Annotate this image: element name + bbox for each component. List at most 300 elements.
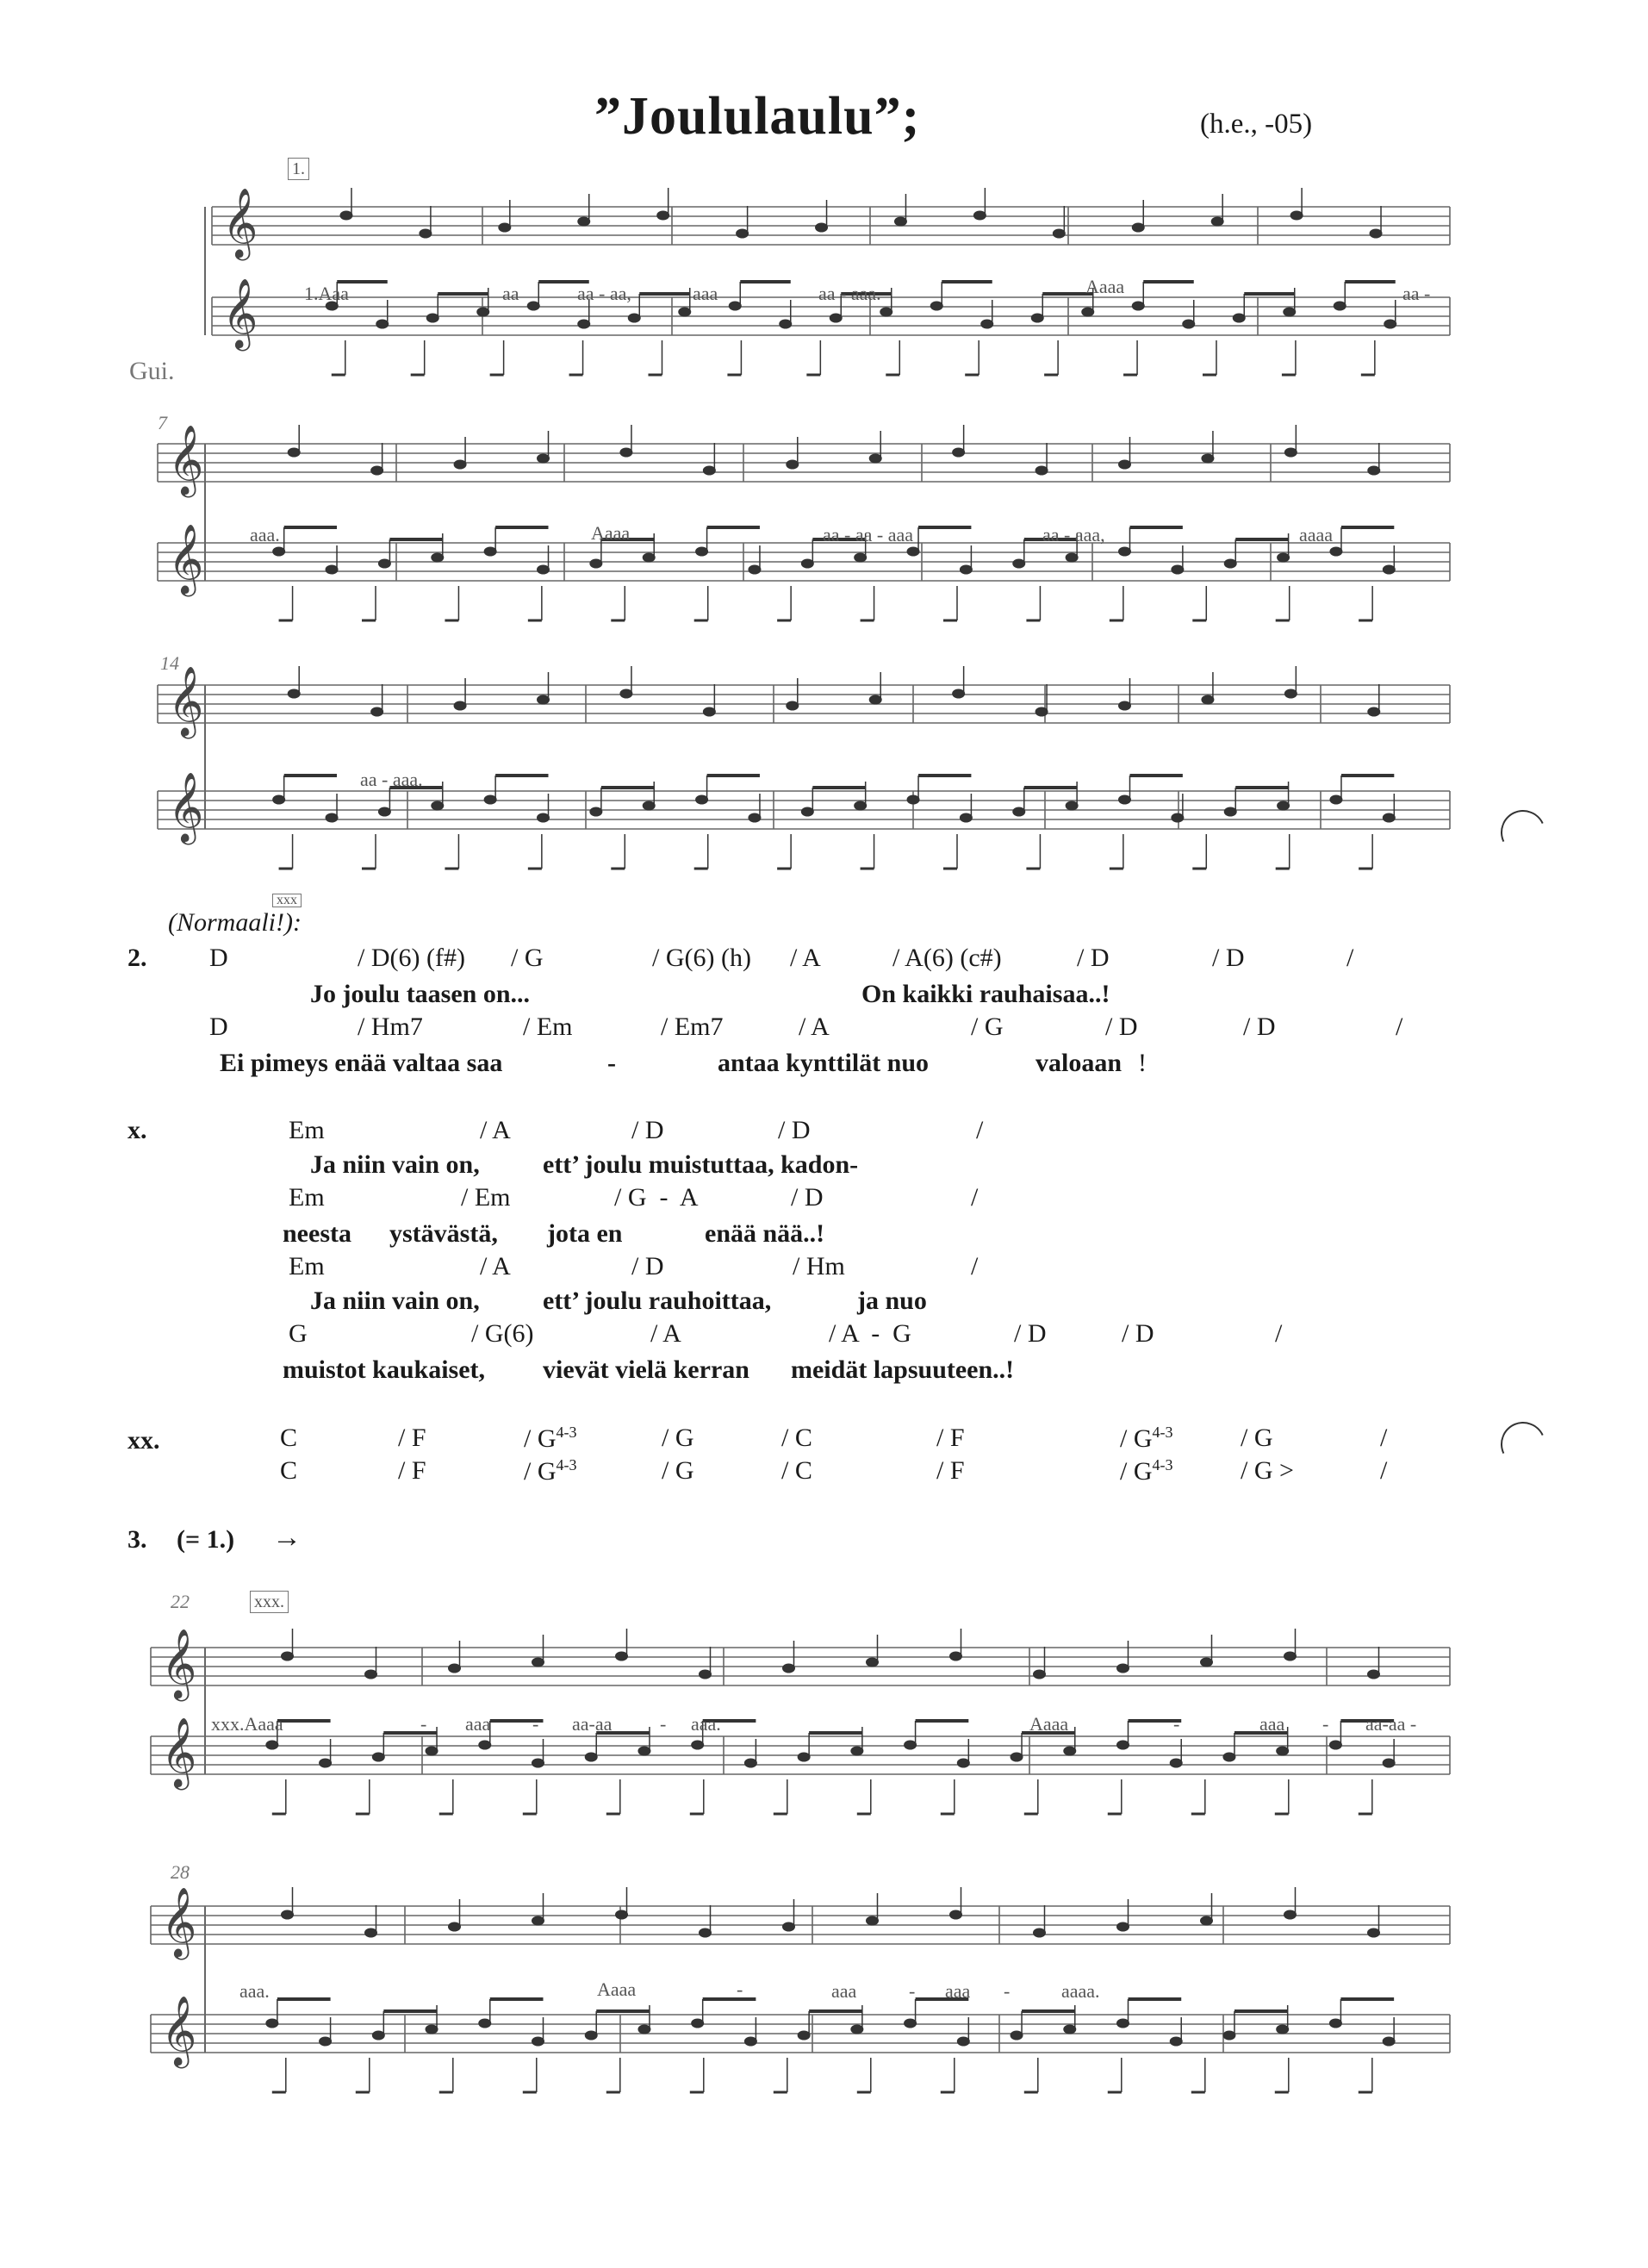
note-head (801, 559, 813, 568)
note-head (420, 229, 432, 238)
note-head (700, 1670, 712, 1679)
note-head (1368, 1670, 1380, 1679)
chord: / G(6) (471, 1319, 534, 1348)
chord: / A (790, 944, 821, 972)
treble-clef-icon: 𝄞 (161, 1628, 197, 1698)
note-head (628, 314, 640, 322)
note-head (1034, 1928, 1046, 1937)
measure-number-7: 7 (158, 412, 167, 433)
lyric-syllable: aaa. (239, 1980, 270, 2002)
note-head (1383, 1759, 1395, 1767)
note-head (585, 2031, 597, 2040)
chord: / A (480, 1116, 511, 1144)
note-head (905, 1741, 917, 1749)
note-head (950, 1652, 962, 1660)
lyric-line: Ja niin vain on, (310, 1150, 480, 1179)
chord: Em (289, 1116, 325, 1144)
cut-section-box: xxx (272, 894, 302, 907)
lyric-syllable: aa-aa - (1365, 1713, 1417, 1735)
note-head (1290, 211, 1303, 220)
lyric-line: neesta (283, 1219, 351, 1248)
note-head (1119, 701, 1131, 710)
note-head (266, 1741, 278, 1749)
note-head (816, 223, 828, 232)
note-head (432, 801, 444, 810)
note-head (1370, 229, 1382, 238)
lyric-line: ett’ joulu muistuttaa, kadon- (543, 1150, 859, 1179)
chord: / (1380, 1424, 1388, 1452)
chord: / D (1077, 944, 1110, 972)
chord: / Em7 (661, 1012, 724, 1041)
note-head (1172, 565, 1184, 574)
note-head (973, 211, 986, 220)
measure-number-14: 14 (160, 652, 179, 674)
lyric-line: muistot kaukaiset, (283, 1355, 486, 1384)
note-head (905, 2019, 917, 2028)
note-head (1202, 454, 1214, 463)
note-head (282, 1652, 294, 1660)
lyric-syllable: aaa (693, 283, 718, 304)
note-head (1035, 707, 1048, 716)
lyric-syllable: aa - aa, (577, 283, 631, 304)
note-head (538, 454, 550, 463)
section-box-xxx: xxx. (250, 1591, 289, 1613)
note-head (1013, 559, 1025, 568)
note-head (787, 701, 799, 710)
note-head (643, 553, 655, 562)
note-head (960, 565, 972, 574)
note-head (638, 2025, 650, 2034)
note-head (1202, 695, 1214, 704)
note-head (737, 229, 749, 238)
treble-clef-icon: 𝄞 (222, 277, 258, 348)
note-head (1117, 1741, 1129, 1749)
note-head (620, 448, 632, 457)
note-head (744, 2037, 756, 2046)
note-head (953, 448, 965, 457)
note-head (449, 1664, 461, 1673)
note-head (1053, 229, 1065, 238)
lyric-syllable: aa - aa - aaa (823, 524, 914, 545)
note-head (590, 559, 602, 568)
note-head (907, 795, 919, 804)
treble-clef-icon: 𝄞 (161, 1717, 197, 1787)
note-head (479, 2019, 491, 2028)
chord: / F (398, 1456, 426, 1485)
note-head (1211, 217, 1223, 226)
note-head (851, 2025, 863, 2034)
note-head (787, 460, 799, 469)
treble-clef-icon: 𝄞 (161, 1995, 197, 2066)
chord: / G (1241, 1424, 1273, 1452)
note-head (1117, 2019, 1129, 2028)
lyric-line: antaa kynttilät nuo (718, 1049, 930, 1077)
note-head (953, 689, 965, 698)
note-head (801, 807, 813, 816)
note-head (372, 2031, 384, 2040)
note-head (1334, 302, 1346, 310)
lyric-line: ett’ joulu rauhoittaa, (543, 1287, 772, 1315)
chord: / (976, 1116, 984, 1144)
lyric-syllable: aaaa (1299, 524, 1334, 545)
chorus-label: x. (127, 1116, 147, 1144)
note-head (454, 460, 466, 469)
chord: / A (480, 1252, 511, 1280)
chord: / Hm7 (358, 1012, 423, 1041)
chord: / C (781, 1424, 812, 1452)
chord: Em (289, 1183, 325, 1212)
note-head (426, 2025, 438, 2034)
chord: / D (1122, 1319, 1154, 1348)
note-head (1284, 1910, 1297, 1919)
lyric-syllable: - (420, 1713, 427, 1735)
lyric-syllable: - (1004, 1980, 1011, 2002)
lyric-syllable: aa - aaa. (360, 769, 423, 790)
chord: / D (778, 1116, 811, 1144)
chord: / (1396, 1012, 1403, 1041)
note-head (1224, 559, 1236, 568)
note-head (703, 707, 715, 716)
chord: / G (662, 1424, 694, 1452)
note-head (479, 1741, 491, 1749)
note-head (643, 801, 655, 810)
note-head (869, 454, 881, 463)
chord: / F (936, 1424, 965, 1452)
note-head (532, 2037, 544, 2046)
treble-clef-icon: 𝄞 (161, 1886, 197, 1957)
note-head (273, 795, 285, 804)
chord: / G(6) (h) (652, 944, 751, 972)
chord: / (971, 1183, 979, 1212)
treble-clef-icon: 𝄞 (168, 771, 204, 842)
note-head (616, 1910, 628, 1919)
note-head (578, 320, 590, 328)
note-head (1172, 813, 1184, 822)
note-head (1277, 1747, 1289, 1755)
note-head (957, 2037, 969, 2046)
lyric-syllable: aa - (1402, 283, 1431, 304)
note-head (1368, 466, 1380, 475)
note-head (266, 2019, 278, 2028)
lyric-syllable: Aaaa (597, 1978, 637, 2000)
note-head (894, 217, 906, 226)
chord: / D (1243, 1012, 1276, 1041)
chord: / $G^{4-3}$ (1120, 1424, 1173, 1453)
note-head (1170, 2037, 1182, 2046)
note-head (1223, 1753, 1235, 1761)
note-head (1064, 2025, 1076, 2034)
note-head (1223, 2031, 1235, 2040)
note-head (1384, 320, 1396, 328)
chord: / D (631, 1252, 664, 1280)
chord: / G (971, 1012, 1004, 1041)
chord: / A(6) (c#) (892, 944, 1002, 972)
chord: Em (289, 1252, 325, 1280)
note-head (484, 547, 496, 556)
lyric-syllable: aaa (831, 1980, 857, 2002)
note-head (1368, 1928, 1380, 1937)
note-head (1383, 813, 1395, 822)
lyric-line: ystävästä, (389, 1219, 498, 1248)
note-head (1201, 1916, 1213, 1925)
note-head (638, 1747, 650, 1755)
note-head (957, 1759, 969, 1767)
chord: / G - A (614, 1183, 699, 1212)
treble-clef-icon: 𝄞 (168, 523, 204, 594)
note-head (288, 689, 300, 698)
lyric-line: jota en (547, 1219, 623, 1248)
lyric-line: Jo joulu taasen on... (310, 980, 531, 1008)
chord: / Em (461, 1183, 511, 1212)
lyric-syllable: Aaaa (1029, 1713, 1069, 1735)
author-credit: (h.e., -05) (1200, 109, 1313, 140)
lyric-syllable: - (737, 1978, 743, 2000)
lyric-syllable: aa (502, 283, 519, 304)
lyric-syllable: Aaaa (1085, 276, 1125, 297)
note-head (950, 1910, 962, 1919)
note-head (1233, 314, 1245, 322)
lyric-syllable: aaa. (250, 524, 280, 545)
chord: / (971, 1252, 979, 1280)
lyric-line: Ja niin vain on, (310, 1287, 480, 1315)
note-head (1031, 314, 1043, 322)
note-head (1284, 308, 1296, 316)
note-head (365, 1670, 377, 1679)
note-head (326, 813, 338, 822)
note-head (538, 813, 550, 822)
note-head (538, 695, 550, 704)
note-head (1329, 1741, 1341, 1749)
measure-number-28: 28 (171, 1861, 190, 1883)
lyric-syllable: aaaa. (1061, 1980, 1100, 2002)
note-head (378, 559, 390, 568)
verse-2-label: 2. (127, 944, 147, 972)
chord: / D (1014, 1319, 1047, 1348)
chord: / Em (523, 1012, 573, 1041)
note-head (1013, 807, 1025, 816)
note-head (855, 553, 867, 562)
verse-3-repeat-text: (= 1.) (177, 1525, 235, 1554)
note-head (1011, 1753, 1023, 1761)
note-head (371, 707, 383, 716)
lyric-exclamation: ! (1138, 1049, 1147, 1077)
note-head (851, 1747, 863, 1755)
note-head (1082, 308, 1094, 316)
note-head (1066, 801, 1078, 810)
note-head (930, 302, 942, 310)
note-head (1368, 707, 1380, 716)
note-head (1064, 1747, 1076, 1755)
note-head (454, 701, 466, 710)
note-head (1330, 795, 1342, 804)
note-head (1132, 223, 1144, 232)
note-head (867, 1916, 879, 1925)
lyric-syllable: aa - aaa. (818, 283, 881, 304)
note-head (692, 2019, 704, 2028)
note-head (426, 1747, 438, 1755)
note-head (1383, 2037, 1395, 2046)
treble-clef-icon: 𝄞 (168, 665, 204, 736)
note-head (320, 2037, 332, 2046)
lyric-syllable: aaa (465, 1713, 491, 1735)
note-head (1383, 565, 1395, 574)
note-head (679, 308, 691, 316)
chord: / C (781, 1456, 812, 1485)
note-head (696, 547, 708, 556)
note-head (1119, 460, 1131, 469)
note-head (907, 547, 919, 556)
lyric-line: valoaan (1035, 1049, 1123, 1077)
chord: / Hm (793, 1252, 845, 1280)
bridge-label: xx. (127, 1426, 160, 1455)
note-head (1170, 1759, 1182, 1767)
lyric-line: ja nuo (857, 1287, 927, 1315)
chord: / D (791, 1183, 824, 1212)
instrument-label-guitar: Gui. (129, 357, 175, 385)
note-head (657, 211, 669, 220)
page-title: ”Joululaulu”; (594, 87, 921, 146)
note-head (1277, 2025, 1289, 2034)
note-head (378, 807, 390, 816)
lyric-syllable: - (909, 1980, 916, 2002)
note-head (1224, 807, 1236, 816)
note-head (798, 2031, 810, 2040)
note-head (340, 211, 352, 220)
note-head (499, 223, 511, 232)
section-box-1: 1. (288, 158, 309, 180)
note-head (960, 813, 972, 822)
note-head (1183, 320, 1195, 328)
note-head (1278, 553, 1290, 562)
note-head (320, 1759, 332, 1767)
lyric-syllable: xxx.Aaaa (211, 1713, 283, 1735)
lyric-syllable: - (660, 1713, 667, 1735)
note-head (288, 448, 300, 457)
note-head (538, 565, 550, 574)
note-head (484, 795, 496, 804)
note-head (532, 1759, 544, 1767)
note-head (855, 801, 867, 810)
treble-clef-icon: 𝄞 (222, 187, 258, 258)
chord: / G (511, 944, 544, 972)
note-head (371, 466, 383, 475)
note-head (1035, 466, 1048, 475)
chord: D (209, 1012, 228, 1041)
chord: / $G^{4-3}$ (524, 1424, 577, 1453)
chord: D (209, 944, 228, 972)
note-head (867, 1658, 879, 1667)
chord: / G > (1241, 1456, 1294, 1485)
chord: / A (799, 1012, 830, 1041)
note-head (1284, 448, 1297, 457)
note-head (700, 1928, 712, 1937)
note-head (744, 1759, 756, 1767)
chord: / G (662, 1456, 694, 1485)
note-head (1034, 1670, 1046, 1679)
note-head (830, 314, 842, 322)
note-head (326, 565, 338, 574)
chord: / (1346, 944, 1354, 972)
lyric-line: meidät lapsuuteen..! (791, 1355, 1015, 1384)
note-head (372, 1753, 384, 1761)
note-head (780, 320, 792, 328)
note-head (692, 1741, 704, 1749)
note-head (1330, 547, 1342, 556)
note-head (578, 217, 590, 226)
note-head (696, 795, 708, 804)
lyric-line: enää nää..! (705, 1219, 825, 1248)
note-head (1119, 795, 1131, 804)
chord: C (280, 1424, 298, 1452)
lyric-line: vievät vielä kerran (543, 1355, 749, 1384)
note-head (783, 1922, 795, 1931)
treble-clef-icon: 𝄞 (168, 424, 204, 495)
note-head (620, 689, 632, 698)
note-head (1117, 1922, 1129, 1931)
note-head (616, 1652, 628, 1660)
chord: / $G^{4-3}$ (524, 1456, 577, 1486)
lyric-line: On kaikki rauhaisaa..! (861, 980, 1110, 1008)
normaali-label: (Normaali!): (168, 908, 302, 937)
chord: / D(6) (f#) (358, 944, 465, 972)
note-head (527, 302, 539, 310)
note-head (1117, 1664, 1129, 1673)
note-head (273, 547, 285, 556)
lyric-syllable: - (532, 1713, 539, 1735)
lyric-syllable: - (1173, 1713, 1180, 1735)
note-head (590, 807, 602, 816)
chord: / D (1212, 944, 1245, 972)
note-head (1066, 553, 1078, 562)
chord: C (280, 1456, 298, 1485)
note-head (1278, 801, 1290, 810)
note-head (749, 813, 761, 822)
note-head (749, 565, 761, 574)
lyric-syllable: aaa (945, 1980, 971, 2002)
verse-3-label: 3. (127, 1525, 147, 1554)
note-head (880, 308, 892, 316)
note-head (376, 320, 389, 328)
note-head (449, 1922, 461, 1931)
lyric-syllable: 1.Aaa (304, 283, 349, 304)
note-head (1132, 302, 1144, 310)
note-head (532, 1916, 544, 1925)
note-head (703, 466, 715, 475)
lyric-syllable: - (1322, 1713, 1329, 1735)
note-head (981, 320, 993, 328)
lyric-syllable: aa-aa (572, 1713, 613, 1735)
note-head (426, 314, 438, 322)
note-head (432, 553, 444, 562)
note-head (1284, 1652, 1297, 1660)
note-head (729, 302, 741, 310)
note-head (1011, 2031, 1023, 2040)
note-head (1119, 547, 1131, 556)
chord: G (289, 1319, 308, 1348)
chord: / F (936, 1456, 965, 1485)
lyric-line: - (607, 1049, 616, 1077)
lyric-syllable: aa - aaa, (1042, 524, 1105, 545)
note-head (783, 1664, 795, 1673)
note-head (1201, 1658, 1213, 1667)
chord: / A - G (829, 1319, 911, 1348)
arrow-right-icon: → (272, 1522, 302, 1554)
note-head (869, 695, 881, 704)
chord: / A (650, 1319, 681, 1348)
note-head (1329, 2019, 1341, 2028)
chord: / (1380, 1456, 1388, 1485)
note-head (282, 1910, 294, 1919)
